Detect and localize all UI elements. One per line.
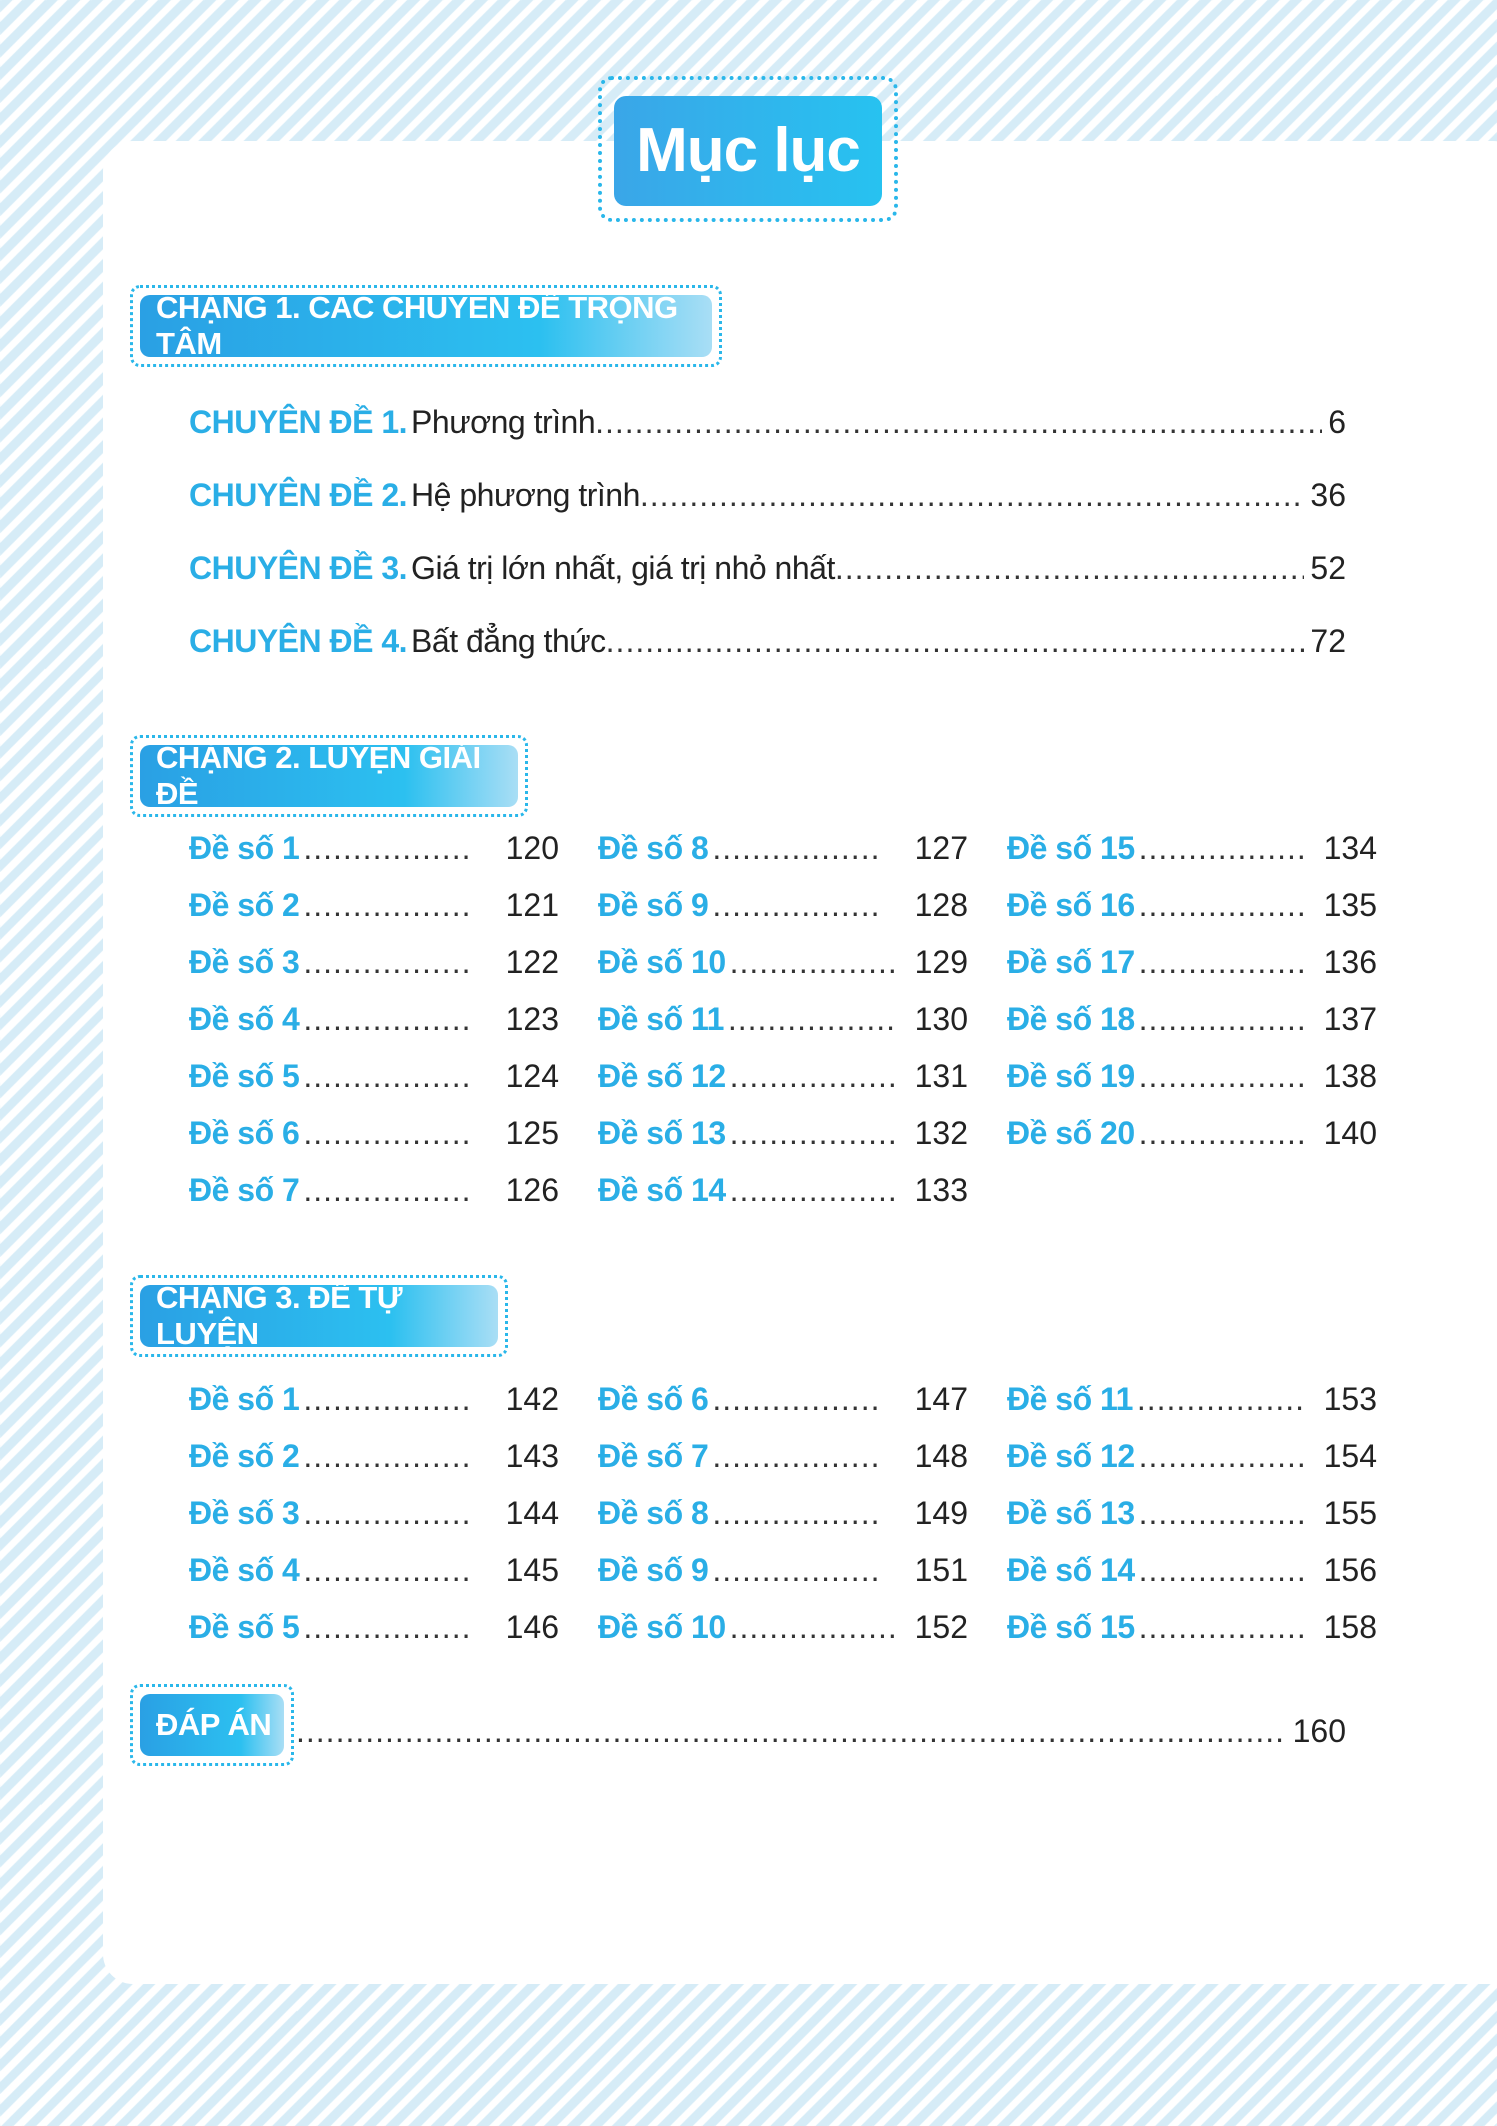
entry-label: Đề số 5 [189,1058,300,1094]
entry-label: Đề số 6 [598,1381,709,1417]
dot-leader [303,1001,468,1038]
topic-label: CHUYÊN ĐỀ 3. [189,550,408,586]
dot-leader [1139,830,1304,867]
section1-frame [130,285,722,367]
entry-label: Đề số 12 [1007,1438,1135,1474]
section2-frame [130,735,528,817]
entry-page: 148 [914,1438,968,1474]
entry-page: 144 [505,1495,559,1531]
entry-page: 138 [1323,1058,1377,1094]
topic-text: Giá trị lớn nhất, giá trị nhỏ nhất [411,550,835,586]
dot-leader [1139,1495,1304,1532]
dot-leader [303,887,468,924]
entry-page: 125 [505,1115,559,1151]
toc-entry[interactable] [598,1058,968,1102]
dot-leader [712,1381,877,1418]
answers-row[interactable] [296,1713,1346,1757]
dot-leader [303,1552,468,1589]
dot-leader [1139,1058,1304,1095]
entry-page: 131 [914,1058,968,1094]
answers-heading: ĐÁP ÁN [140,1694,284,1756]
entry-page: 149 [914,1495,968,1531]
topic-text: Phương trình [411,404,596,440]
entry-page: 147 [914,1381,968,1417]
dot-leader [1139,887,1304,924]
dot-leader [730,1609,895,1646]
toc-entry[interactable] [1007,944,1377,988]
dot-leader [1137,1381,1302,1418]
dot-leader [1139,944,1304,981]
topic-page: 6 [1328,404,1346,440]
entry-label: Đề số 7 [189,1172,300,1208]
dot-leader [730,1172,895,1209]
entry-page: 123 [505,1001,559,1037]
entry-page: 136 [1323,944,1377,980]
dot-leader [303,1438,468,1475]
dot-leader [1139,1438,1304,1475]
section2-heading: CHẶNG 2. LUYỆN GIẢI ĐỀ [140,745,518,807]
entry-page: 158 [1323,1609,1377,1645]
toc-entry[interactable] [598,830,968,874]
toc-entry[interactable] [598,1495,968,1539]
entry-label: Đề số 11 [1007,1381,1133,1417]
toc-entry[interactable] [1007,887,1377,931]
entry-label: Đề số 4 [189,1001,300,1037]
entry-page: 126 [505,1172,559,1208]
topic-text: Hệ phương trình [411,477,640,513]
entry-label: Đề số 2 [189,1438,300,1474]
dot-leader [728,1001,893,1038]
entry-label: Đề số 11 [598,1001,724,1037]
topic-page: 52 [1310,550,1346,586]
entry-page: 137 [1323,1001,1377,1037]
dot-leader [730,944,895,981]
entry-label: Đề số 19 [1007,1058,1135,1094]
entry-label: Đề số 12 [598,1058,726,1094]
toc-entry[interactable] [189,944,559,988]
toc-entry[interactable] [1007,1381,1377,1425]
toc-entry[interactable] [1007,1001,1377,1045]
dot-leader [640,477,1305,514]
entry-page: 156 [1323,1552,1377,1588]
entry-page: 145 [505,1552,559,1588]
toc-entry[interactable] [189,1609,559,1653]
section3-frame [130,1275,508,1357]
section3-heading: CHẶNG 3. ĐỀ TỰ LUYỆN [140,1285,498,1347]
entry-page: 132 [914,1115,968,1151]
toc-entry[interactable] [1007,1115,1377,1159]
entry-label: Đề số 9 [598,887,709,923]
toc-entry[interactable] [598,1001,968,1045]
dot-leader [303,830,468,867]
dot-leader [303,1381,468,1418]
entry-page: 153 [1323,1381,1377,1417]
dot-leader [296,1713,1287,1750]
dot-leader [1139,1001,1304,1038]
entry-label: Đề số 8 [598,1495,709,1531]
dot-leader [712,1495,877,1532]
toc-entry[interactable] [189,1381,559,1425]
dot-leader [595,404,1322,441]
entry-page: 133 [914,1172,968,1208]
dot-leader [1139,1609,1304,1646]
toc-entry[interactable] [189,1058,559,1102]
toc-entry[interactable] [1007,1609,1377,1653]
entry-label: Đề số 5 [189,1609,300,1645]
toc-entry[interactable] [598,1552,968,1596]
topic-row[interactable] [189,477,1346,521]
entry-label: Đề số 17 [1007,944,1135,980]
toc-entry[interactable] [189,830,559,874]
entry-page: 134 [1323,830,1377,866]
toc-entry[interactable] [598,1438,968,1482]
entry-label: Đề số 14 [1007,1552,1135,1588]
entry-page: 151 [914,1552,968,1588]
entry-label: Đề số 1 [189,1381,300,1417]
entry-page: 154 [1323,1438,1377,1474]
answers-page: 160 [1292,1713,1346,1749]
entry-label: Đề số 10 [598,1609,726,1645]
entry-label: Đề số 15 [1007,830,1135,866]
entry-label: Đề số 9 [598,1552,709,1588]
toc-entry[interactable] [189,1172,559,1216]
toc-entry[interactable] [598,1609,968,1653]
entry-label: Đề số 18 [1007,1001,1135,1037]
entry-page: 130 [914,1001,968,1037]
toc-entry[interactable] [1007,1495,1377,1539]
dot-leader [303,1115,468,1152]
entry-label: Đề số 4 [189,1552,300,1588]
entry-page: 135 [1323,887,1377,923]
toc-entry[interactable] [1007,830,1377,874]
entry-label: Đề số 3 [189,1495,300,1531]
entry-page: 128 [914,887,968,923]
entry-label: Đề số 15 [1007,1609,1135,1645]
entry-label: Đề số 16 [1007,887,1135,923]
toc-entry[interactable] [1007,1552,1377,1596]
toc-entry[interactable] [189,1495,559,1539]
entry-label: Đề số 10 [598,944,726,980]
topic-row[interactable] [189,404,1346,448]
entry-label: Đề số 1 [189,830,300,866]
dot-leader [712,887,877,924]
toc-entry[interactable] [189,1552,559,1596]
entry-label: Đề số 13 [598,1115,726,1151]
toc-entry[interactable] [189,1115,559,1159]
title-frame [598,76,898,222]
dot-leader [835,550,1305,587]
dot-leader [303,1609,468,1646]
topic-label: CHUYÊN ĐỀ 1. [189,404,408,440]
topic-page: 72 [1310,623,1346,659]
toc-entry[interactable] [189,887,559,931]
dot-leader [1139,1115,1304,1152]
entry-page: 143 [505,1438,559,1474]
toc-entry[interactable] [1007,1438,1377,1482]
entry-label: Đề số 8 [598,830,709,866]
dot-leader [303,944,468,981]
topic-page: 36 [1310,477,1346,513]
entry-page: 146 [505,1609,559,1645]
dot-leader [606,623,1305,660]
entry-page: 121 [505,887,559,923]
entry-page: 142 [505,1381,559,1417]
entry-label: Đề số 14 [598,1172,726,1208]
entry-label: Đề số 3 [189,944,300,980]
toc-entry[interactable] [598,1115,968,1159]
dot-leader [303,1172,468,1209]
dot-leader [712,1438,877,1475]
entry-page: 127 [914,830,968,866]
dot-leader [712,830,877,867]
page-title: Mục lục [614,96,882,206]
toc-entry[interactable] [189,1001,559,1045]
entry-page: 124 [505,1058,559,1094]
entry-label: Đề số 6 [189,1115,300,1151]
toc-entry[interactable] [598,1172,968,1216]
entry-label: Đề số 2 [189,887,300,923]
entry-page: 129 [914,944,968,980]
entry-page: 140 [1323,1115,1377,1151]
toc-entry[interactable] [598,944,968,988]
entry-page: 120 [505,830,559,866]
dot-leader [730,1058,895,1095]
dot-leader [303,1058,468,1095]
dot-leader [712,1552,877,1589]
entry-label: Đề số 13 [1007,1495,1135,1531]
dot-leader [1139,1552,1304,1589]
section1-heading: CHẶNG 1. CÁC CHUYÊN ĐỀ TRỌNG TÂM [140,295,712,357]
entry-page: 122 [505,944,559,980]
entry-page: 152 [914,1609,968,1645]
toc-entry[interactable] [598,887,968,931]
topic-row[interactable] [189,623,1346,667]
topic-text: Bất đẳng thức [411,623,606,659]
toc-entry[interactable] [598,1381,968,1425]
toc-entry[interactable] [1007,1058,1377,1102]
dot-leader [730,1115,895,1152]
toc-entry[interactable] [189,1438,559,1482]
answers-frame [130,1684,294,1766]
entry-page: 155 [1323,1495,1377,1531]
dot-leader [303,1495,468,1532]
entry-label: Đề số 7 [598,1438,709,1474]
topic-row[interactable] [189,550,1346,594]
topic-label: CHUYÊN ĐỀ 2. [189,477,408,513]
entry-label: Đề số 20 [1007,1115,1135,1151]
topic-label: CHUYÊN ĐỀ 4. [189,623,408,659]
